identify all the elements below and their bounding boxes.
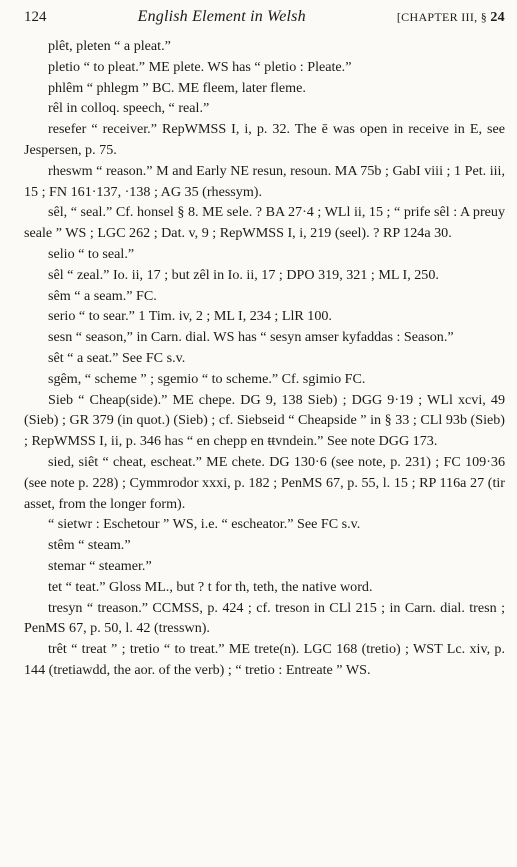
- running-header: [24, 8, 505, 30]
- entry-sieb: Sieb “ Cheap(side).” ME chepe. DG 9, 138 Sieb) ; DGG 9·19 ; WLl xcvi, 49 (Sieb) ; GR 379 (in quot.) (Sieb) ; cf. Siebseid “ Cheapside ” in § 33 ; CLl 93b (Sieb) ; RepWMSS I, ii, p. 346 has “ en chepp en ŧŧvndein.” See note DGG 173.: [24, 391, 505, 450]
- entry-sied: sied, siêt “ cheat, escheat.” ME chete. DG 130·6 (see note, p. 231) ; FC 109·36 (see note p. 228) ; Cymmrodor xxxi, p. 182 ; PenMS 67, p. 55, l. 15 ; RP 116a 27 (tir asset, from the longer form).: [24, 453, 505, 512]
- chapter-section-reference: [397, 10, 505, 26]
- entry-sesn: sesn “ season,” in Carn. dial. WS has “ sesyn amser kyfaddas : Season.”: [48, 329, 454, 346]
- entry-sietwr: “ sietwr : Eschetour ” WS, i.e. “ escheator.” See FC s.v.: [48, 516, 361, 533]
- entry-stemar: stemar “ steamer.”: [48, 557, 152, 574]
- entry-sel-zeal: sêl “ zeal.” Io. ii, 17 ; but zêl in Io. ii, 17 ; DPO 319, 321 ; ML I, 250.: [48, 266, 439, 283]
- entry-tet: tet “ teat.” Gloss ML., but ? t for th, teth, the native word.: [48, 578, 373, 595]
- entry-phlem: phlêm “ phlegm ” BC. ME fleem, later fleme.: [48, 79, 306, 96]
- entry-sgem: sgêm, “ scheme ” ; sgemio “ to scheme.” Cf. sgimio FC.: [48, 370, 366, 387]
- section-number: 24: [490, 10, 505, 25]
- entry-tret: trêt “ treat ” ; tretio “ to treat.” ME trete(n). LGC 168 (tretio) ; WST Lc. xiv, p. 144 (tretiawdd, the aor. of the verb) ; “ tretio : Entreate ” WS.: [24, 641, 505, 678]
- entry-selio: selio “ to seal.”: [48, 245, 135, 262]
- entry-sem: sêm “ a seam.” FC.: [48, 287, 157, 304]
- entry-plet: plêt, pleten “ a pleat.”: [48, 38, 171, 54]
- running-title: English Element in Welsh: [137, 8, 306, 25]
- page-number: 124: [24, 9, 47, 25]
- entry-pletio: pletio “ to pleat.” ME plete. WS has “ pletio : Pleate.”: [48, 58, 352, 75]
- entry-rel: rêl in colloq. speech, “ real.”: [48, 100, 210, 117]
- entry-serio: serio “ to sear.” 1 Tim. iv, 2 ; ML I, 234 ; LlR 100.: [48, 308, 332, 325]
- entry-stem: stêm “ steam.”: [48, 537, 131, 554]
- entry-sel-seal: sêl, “ seal.” Cf. honsel § 8. ME sele. ? BA 27·4 ; WLl ii, 15 ; “ prife sêl : A preuy seale ” WS ; LGC 262 ; Dat. v, 9 ; RepWMSS I, i, 219 (seel). ? RP 124a 30.: [24, 204, 505, 242]
- entry-tresyn: tresyn “ treason.” CCMSS, p. 424 ; cf. treson in CLl 215 ; in Carn. dial. tresn ; PenMS 67, p. 50, l. 42 (tresswn).: [24, 599, 505, 637]
- entry-rheswm: rheswm “ reason.” M and Early NE resun, resoun. MA 75b ; GabI viii ; 1 Pet. iii, 15 ; FN 161·137, ·138 ; AG 35 (rhessym).: [24, 162, 505, 200]
- glossary-entries: [24, 36, 505, 681]
- entry-resefer: resefer “ receiver.” RepWMSS I, i, p. 32. The ē was open in receive in E, see Jespersen, p. 75.: [24, 121, 505, 158]
- entry-set: sêt “ a seat.” See FC s.v.: [48, 349, 186, 366]
- chapter-ref: [CHAPTER III, §: [396, 10, 488, 24]
